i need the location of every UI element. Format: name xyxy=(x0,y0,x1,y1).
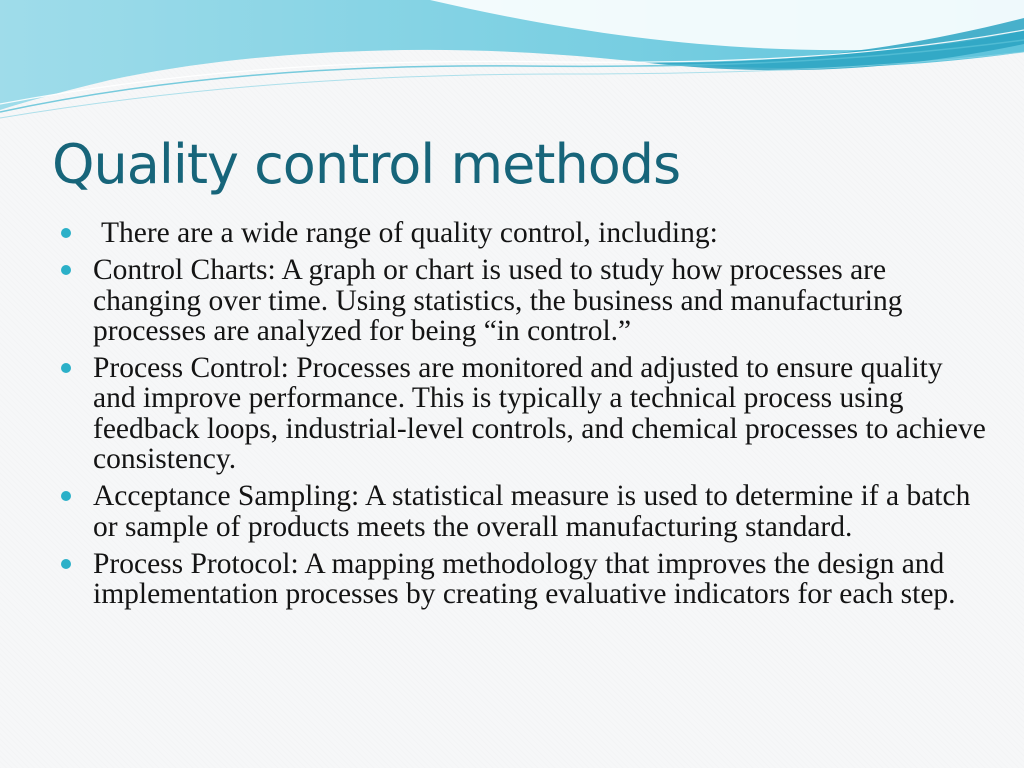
bullet-icon xyxy=(61,559,71,569)
bullet-icon xyxy=(61,265,71,275)
bullet-icon xyxy=(61,228,71,238)
bullet-text: Acceptance Sampling: A statistical measure is used to determine if a batch or sample of products meets the overall manufacturing standard. xyxy=(93,480,971,543)
bullet-icon xyxy=(61,363,71,373)
bullet-text: Process Protocol: A mapping methodology that improves the design and implementation processes by creating evaluative indicators for each step. xyxy=(93,547,956,611)
bullet-text: Process Control: Processes are monitored and adjusted to ensure quality and improve performance. This is typically a technical process using feedback loops, industrial-level controls, and chemical processes to achieve consistency. xyxy=(93,352,986,476)
bullet-item-acceptance-sampling xyxy=(56,481,986,542)
bullet-item-control-charts xyxy=(56,255,986,346)
bullet-item-process-control xyxy=(56,353,986,474)
bullet-item-process-protocol xyxy=(56,549,986,610)
bullet-text: Control Charts: A graph or chart is used to study how processes are changing over time. Using statistics, the business and manufacturing processes are analyzed for being “in control.” xyxy=(93,254,903,347)
bullet-icon xyxy=(61,491,71,501)
bullet-list xyxy=(56,218,986,617)
bullet-text: There are a wide range of quality control, including: xyxy=(101,217,718,249)
slide-title: Quality control methods xyxy=(52,133,681,196)
header-wave-decoration xyxy=(0,0,1024,130)
bullet-item-intro xyxy=(56,218,986,248)
